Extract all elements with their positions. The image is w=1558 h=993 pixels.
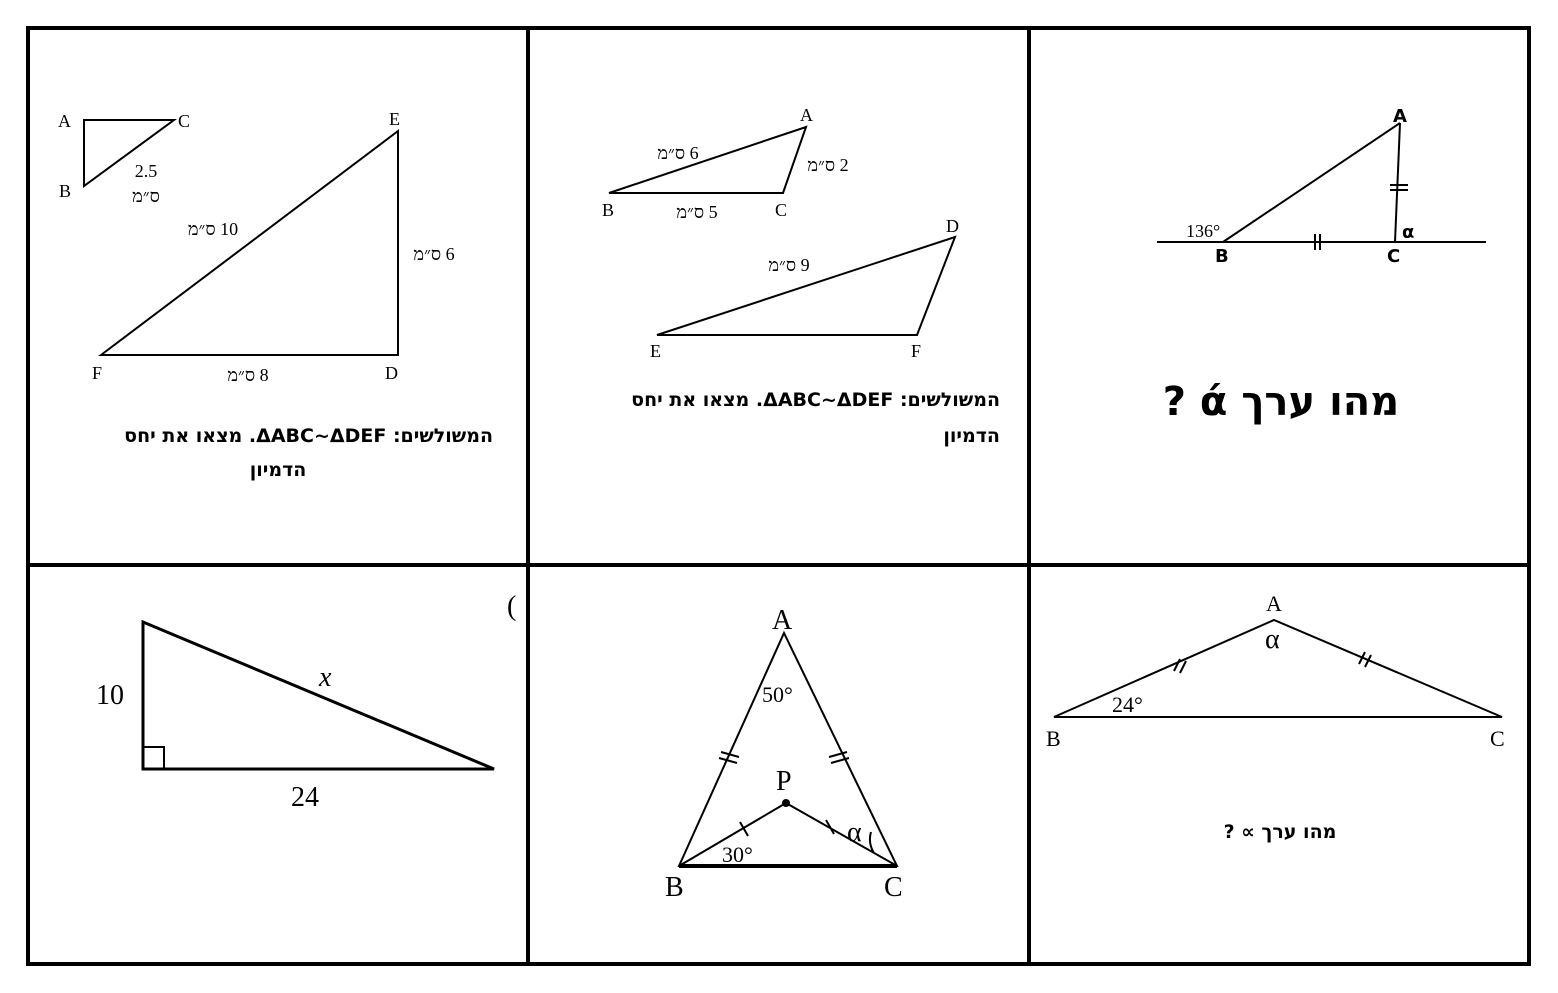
side-ac bbox=[1395, 123, 1400, 242]
side-ac-length: 2 ס״מ bbox=[807, 155, 849, 175]
tick-ab-2 bbox=[1180, 661, 1186, 673]
label-a: A bbox=[58, 111, 71, 131]
label-alpha: α bbox=[847, 817, 862, 848]
cell-similar-triangles-right bbox=[58, 109, 455, 385]
question-find-alpha: מהו ערך ά ? bbox=[1162, 379, 1400, 425]
triangle bbox=[143, 622, 494, 769]
side-bc-length-number: 2.5 bbox=[134, 161, 158, 181]
cell-isosceles-point-p bbox=[665, 605, 903, 903]
cell-isosceles-obtuse bbox=[1046, 591, 1505, 751]
label-a: A bbox=[1393, 106, 1407, 127]
question-similarity-ratio-line2: הדמיון bbox=[943, 425, 1000, 447]
label-angle-b: 30° bbox=[722, 842, 753, 867]
triangle-def bbox=[657, 237, 955, 335]
stray-parenthesis: ( bbox=[507, 591, 517, 622]
question-find-alpha: מהו ערך ∝ ? bbox=[1223, 821, 1337, 843]
angle-arc-c bbox=[870, 832, 874, 853]
side-ed-length: 9 ס״מ bbox=[768, 255, 810, 275]
label-angle-b: 136° bbox=[1186, 221, 1221, 241]
cell-similar-triangles-obtuse bbox=[602, 105, 959, 361]
side-ab bbox=[1223, 123, 1400, 242]
segment-pc bbox=[786, 803, 897, 866]
label-f: F bbox=[911, 341, 922, 361]
side-bottom-length: 24 bbox=[291, 782, 319, 813]
label-b: B bbox=[1215, 246, 1229, 267]
label-b: B bbox=[602, 200, 615, 220]
side-ed-length: 6 ס״מ bbox=[413, 244, 455, 264]
side-bc-length-unit: ס״מ bbox=[132, 186, 160, 206]
label-a: A bbox=[800, 105, 813, 125]
label-a: A bbox=[1266, 591, 1282, 616]
label-e: E bbox=[650, 341, 661, 361]
label-c: C bbox=[1387, 246, 1401, 267]
side-left-length: 10 bbox=[96, 680, 124, 711]
question-similarity-ratio-line1: המשולשים: ΔABC~ΔDEF. מצאו את יחס bbox=[631, 389, 1000, 411]
hypotenuse-label: x bbox=[319, 662, 332, 693]
label-c: C bbox=[884, 872, 903, 903]
question-similarity-ratio-line1: המשולשים: ΔABC~ΔDEF. מצאו את יחס bbox=[124, 425, 493, 447]
label-f: F bbox=[92, 363, 103, 383]
tick-ab-1 bbox=[1174, 659, 1180, 671]
triangle-abc bbox=[84, 120, 174, 186]
label-d: D bbox=[946, 216, 959, 236]
label-p: P bbox=[776, 766, 792, 797]
label-b: B bbox=[1046, 726, 1061, 751]
label-angle-b: 24° bbox=[1112, 692, 1143, 717]
label-a: A bbox=[772, 605, 793, 636]
label-e: E bbox=[389, 109, 400, 129]
label-b: B bbox=[665, 872, 684, 903]
label-c: C bbox=[1490, 726, 1505, 751]
cell-exterior-angle bbox=[1157, 106, 1486, 267]
point-p bbox=[782, 799, 790, 807]
question-similarity-ratio-line2: הדמיון bbox=[249, 459, 307, 481]
right-angle-mark bbox=[143, 747, 164, 769]
label-b: B bbox=[59, 181, 72, 201]
label-d: D bbox=[385, 363, 398, 383]
side-ab-length: 6 ס״מ bbox=[657, 143, 699, 163]
label-angle-a: 50° bbox=[762, 682, 793, 707]
side-bc-length: 5 ס״מ bbox=[676, 202, 718, 222]
label-c: C bbox=[775, 200, 788, 220]
triangle-abc bbox=[609, 127, 806, 193]
side-fd-length: 8 ס״מ bbox=[227, 365, 269, 385]
cell-right-triangle bbox=[96, 591, 516, 813]
label-c: C bbox=[178, 111, 191, 131]
triangle-abc bbox=[679, 633, 897, 866]
side-fe-length: 10 ס״מ bbox=[187, 219, 239, 239]
label-alpha: α bbox=[1402, 222, 1415, 243]
label-alpha: α bbox=[1265, 624, 1280, 655]
